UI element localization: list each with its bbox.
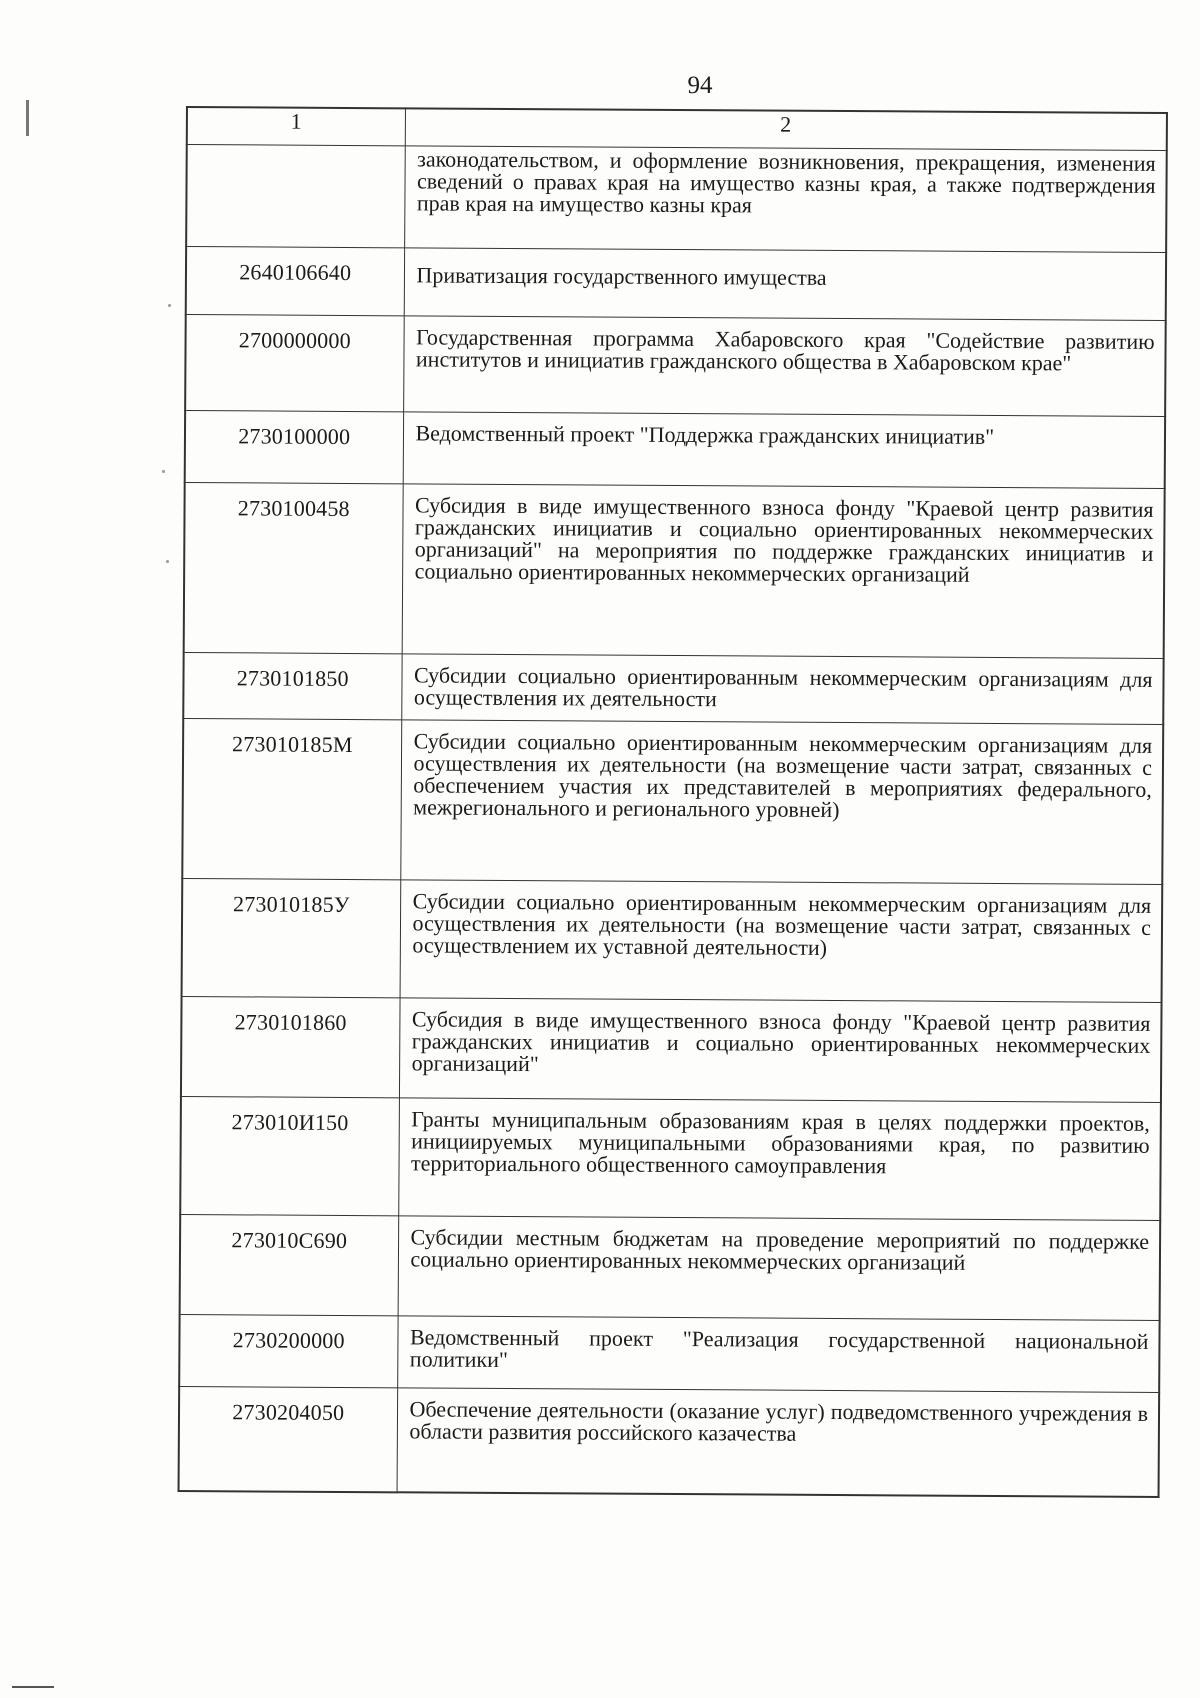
row-code: 2730100458 — [184, 482, 403, 653]
table-row — [183, 652, 1163, 724]
table-header-row — [187, 107, 1167, 150]
column-header-description: 2 — [405, 108, 1167, 150]
row-code: 2730101850 — [183, 652, 401, 719]
row-description: Государственная программа Хабаровского края "Содействие развитию институтов и инициатив гражданского общества в Хабаровском крае" — [403, 316, 1166, 417]
table-row — [186, 145, 1167, 253]
table-row — [182, 878, 1163, 1002]
row-description: Субсидии социально ориентированным некоммерческим организациям для осуществления их деятельности — [401, 654, 1163, 725]
row-description: Субсидии местным бюджетам на проведение мероприятий по поддержке социально ориентированных некоммерческих организаций — [398, 1216, 1161, 1321]
row-description: Гранты муниципальным образованиям края в целях поддержки проектов, инициируемых муниципальными образованиями края, по развитию территориального общественного самоуправления — [398, 1098, 1161, 1221]
row-code: 2730101860 — [181, 996, 400, 1097]
scan-speck — [168, 304, 171, 307]
budget-classification-table — [178, 106, 1168, 1497]
row-description: Ведомственный проект "Реализация государственной национальной политики" — [397, 1316, 1159, 1393]
row-description: Обеспечение деятельности (оказание услуг) подведомственного учреждения в области развития российского казачества — [397, 1388, 1160, 1497]
row-code — [186, 145, 405, 248]
column-header-code: 1 — [187, 107, 405, 146]
table-row — [184, 482, 1165, 658]
row-code: 273010С690 — [180, 1214, 399, 1315]
row-description: законодательством, и оформление возникновения, прекращения, изменения сведений о правах края на имущество казны края, а также подтверждения прав края на имущество казны края — [404, 146, 1167, 253]
row-code: 2730100000 — [185, 411, 403, 484]
scan-speck — [162, 470, 165, 473]
row-code: 2640106640 — [186, 247, 404, 316]
row-code: 2730200000 — [179, 1314, 397, 1387]
row-description: Ведомственный проект "Поддержка гражданских инициатив" — [403, 412, 1165, 489]
row-description: Субсидия в виде имущественного взноса фонду "Краевой центр развития гражданских инициатив и социально ориентированных некоммерческих организаций" — [399, 998, 1162, 1103]
table-row — [180, 1096, 1161, 1220]
scan-bottom-mark — [12, 1686, 54, 1688]
row-code: 2730204050 — [179, 1386, 398, 1491]
row-code: 273010185М — [182, 718, 401, 879]
table-row — [180, 1214, 1161, 1320]
row-code: 273010И150 — [180, 1096, 399, 1215]
row-code: 273010185У — [182, 878, 401, 997]
budget-classification-table-wrapper — [178, 106, 1168, 1497]
table-row — [185, 411, 1165, 489]
table-row — [179, 1386, 1160, 1496]
table-row — [182, 718, 1163, 884]
row-description: Субсидии социально ориентированным некоммерческим организациям для осуществления их деятельности (на возмещение части затрат, связанных с обеспечением участия их представителей в мероприятиях федерального, межрегионального и регионального уровней) — [400, 720, 1163, 885]
row-description: Субсидия в виде имущественного взноса фонду "Краевой центр развития гражданских инициатив и социально ориентированных некоммерческих организаций" на мероприятия по поддержке гражданских инициатив и социально ориентированных некоммерческих организаций — [402, 484, 1165, 659]
table-row — [185, 315, 1166, 417]
table-row — [179, 1314, 1159, 1392]
page-number: 94 — [687, 72, 713, 99]
row-description: Субсидии социально ориентированным некоммерческим организациям для осуществления их деятельности (на возмещение части затрат, связанных с осуществлением их уставной деятельности) — [400, 880, 1163, 1003]
row-code: 2700000000 — [185, 315, 404, 412]
table-row — [186, 247, 1166, 321]
scan-margin-mark — [26, 100, 29, 136]
scan-speck — [166, 560, 169, 563]
table-row — [181, 996, 1162, 1102]
row-description: Приватизация государственного имущества — [404, 248, 1166, 321]
